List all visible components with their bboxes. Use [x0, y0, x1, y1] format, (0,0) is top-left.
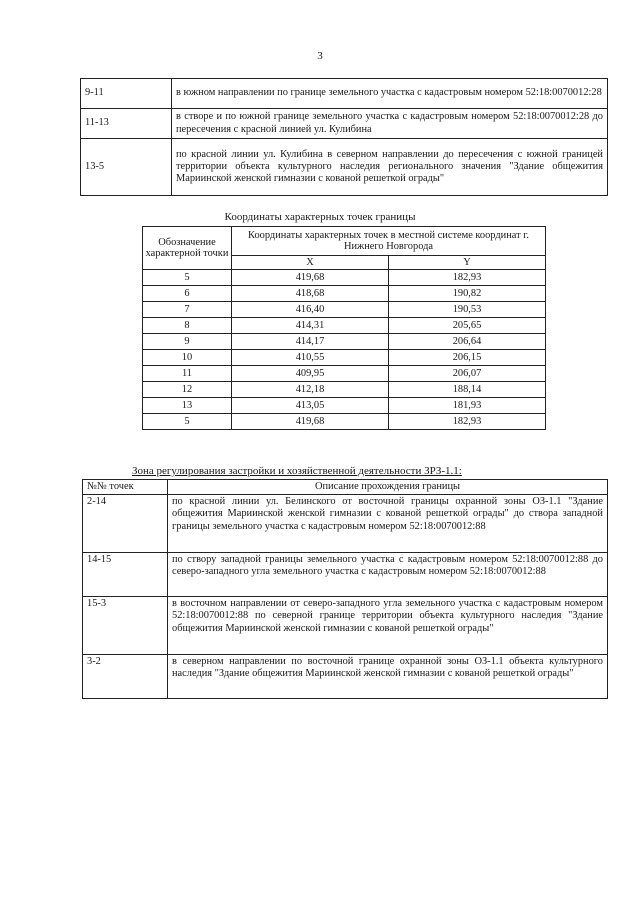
- segment-description: по створу западной границы земельного участка с кадастровым номером 52:18:0070012:88 до северо-западного угла земельного участка с кадастровым номером 52:18:0070012:88: [168, 553, 608, 597]
- table-row: [143, 270, 546, 286]
- zone-title: Зона регулирования застройки и хозяйственной деятельности ЗРЗ-1.1:: [132, 465, 462, 477]
- point-id: 9: [143, 334, 232, 350]
- y-value: 188,14: [388, 382, 545, 398]
- x-value: 419,68: [232, 414, 389, 430]
- header-description: Описание прохождения границы: [168, 480, 608, 495]
- point-id: 5: [143, 270, 232, 286]
- segment-description: по красной линии ул. Белинского от восточной границы охранной зоны ОЗ-1.1 "Здание общежития Мариинской женской гимназии с кованой решеткой ограды" до створа западной границы земельного участка с кадастровым номером 52:18:0070012:88: [168, 495, 608, 553]
- table-row: [83, 655, 608, 699]
- header-x: X: [232, 256, 389, 270]
- y-value: 206,64: [388, 334, 545, 350]
- header-coordinate-system: Координаты характерных точек в местной системе координат г. Нижнего Новгорода: [232, 227, 546, 256]
- coordinates-header-row: [143, 227, 546, 256]
- table-row: [83, 495, 608, 553]
- point-id: 11: [143, 366, 232, 382]
- header-points: №№ точек: [83, 480, 168, 495]
- y-value: 205,65: [388, 318, 545, 334]
- table-row: [143, 350, 546, 366]
- y-value: 181,93: [388, 398, 545, 414]
- x-value: 409,95: [232, 366, 389, 382]
- table-row: [143, 302, 546, 318]
- x-value: 413,05: [232, 398, 389, 414]
- segment-points: 15-3: [83, 597, 168, 655]
- y-value: 182,93: [388, 414, 545, 430]
- segment-points: 3-2: [83, 655, 168, 699]
- table-row: [83, 597, 608, 655]
- y-value: 206,07: [388, 366, 545, 382]
- segment-points: 2-14: [83, 495, 168, 553]
- table-row: [143, 286, 546, 302]
- y-value: 206,15: [388, 350, 545, 366]
- zone-boundary-table: [82, 479, 608, 699]
- x-value: 418,68: [232, 286, 389, 302]
- x-value: 412,18: [232, 382, 389, 398]
- point-id: 12: [143, 382, 232, 398]
- segment-points: 9-11: [81, 79, 172, 109]
- x-value: 414,31: [232, 318, 389, 334]
- point-id: 7: [143, 302, 232, 318]
- header-y: Y: [388, 256, 545, 270]
- x-value: 419,68: [232, 270, 389, 286]
- point-id: 5: [143, 414, 232, 430]
- table-row: [81, 79, 608, 109]
- segment-description: в северном направлении по восточной границе охранной зоны ОЗ-1.1 объекта культурного наследия "Здание общежития Мариинской женской гимназии с кованой решеткой ограды": [168, 655, 608, 699]
- segment-points: 13-5: [81, 139, 172, 196]
- table-row: [143, 382, 546, 398]
- boundary-segments-table: [80, 78, 608, 196]
- table-row: [81, 139, 608, 196]
- point-id: 10: [143, 350, 232, 366]
- segment-points: 14-15: [83, 553, 168, 597]
- point-id: 8: [143, 318, 232, 334]
- y-value: 190,53: [388, 302, 545, 318]
- segment-description: в створе и по южной границе земельного участка с кадастровым номером 52:18:0070012:28 до пересечения с красной линией ул. Кулибина: [172, 109, 608, 139]
- segment-description: в восточном направлении от северо-западного угла земельного участка с кадастровым номером 52:18:0070012:88 по северной границе территории объекта культурного наследия "Здание общежития Мариинской женской гимназии с кованой решеткой ограды": [168, 597, 608, 655]
- table-row: [81, 109, 608, 139]
- y-value: 182,93: [388, 270, 545, 286]
- header-point-designation: Обозначение характерной точки: [143, 227, 232, 270]
- zone-header-row: [83, 480, 608, 495]
- y-value: 190,82: [388, 286, 545, 302]
- point-id: 6: [143, 286, 232, 302]
- table-row: [143, 318, 546, 334]
- point-id: 13: [143, 398, 232, 414]
- x-value: 414,17: [232, 334, 389, 350]
- segment-description: по красной линии ул. Кулибина в северном направлении до пересечения с южной границей территории объекта культурного наследия регионального значения "Здание общежития Мариинской женской гимназии с кованой решеткой ограды": [172, 139, 608, 196]
- table-row: [143, 398, 546, 414]
- coordinates-title: Координаты характерных точек границы: [224, 211, 416, 223]
- table-row: [143, 414, 546, 430]
- coordinates-table: [142, 226, 546, 430]
- table-row: [83, 553, 608, 597]
- segment-description: в южном направлении по границе земельного участка с кадастровым номером 52:18:0070012:28: [172, 79, 608, 109]
- table-row: [143, 334, 546, 350]
- x-value: 416,40: [232, 302, 389, 318]
- x-value: 410,55: [232, 350, 389, 366]
- segment-points: 11-13: [81, 109, 172, 139]
- table-row: [143, 366, 546, 382]
- page-number: 3: [317, 50, 323, 62]
